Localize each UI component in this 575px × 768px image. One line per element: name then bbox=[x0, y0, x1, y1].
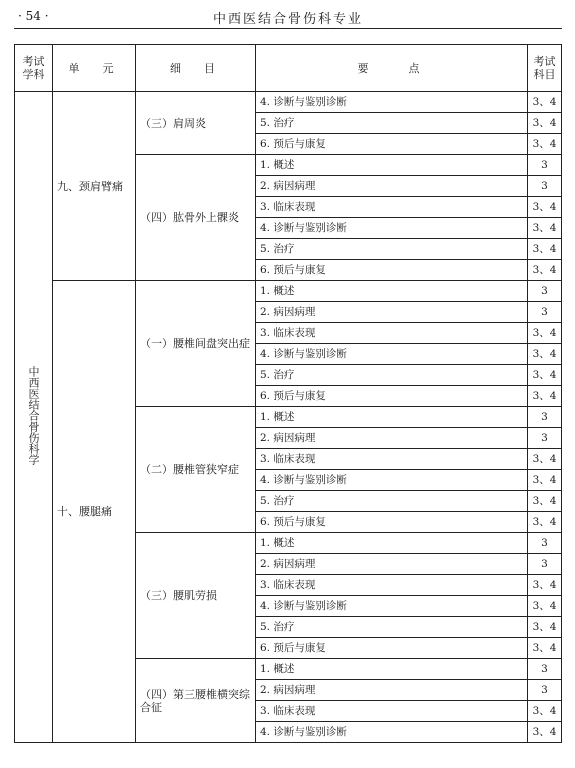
point-cell: 2. 病因病理 bbox=[256, 302, 528, 323]
exam-cell: 3、4 bbox=[528, 617, 562, 638]
point-cell: 4. 诊断与鉴别诊断 bbox=[256, 596, 528, 617]
detail-cell: （二）腰椎管狭窄症 bbox=[136, 407, 256, 533]
exam-cell: 3、4 bbox=[528, 134, 562, 155]
exam-cell: 3、4 bbox=[528, 344, 562, 365]
detail-cell: （四）肱骨外上髁炎 bbox=[136, 155, 256, 281]
exam-cell: 3、4 bbox=[528, 701, 562, 722]
header-exam: 考试科目 bbox=[528, 45, 562, 92]
point-cell: 5. 治疗 bbox=[256, 617, 528, 638]
exam-cell: 3、4 bbox=[528, 575, 562, 596]
exam-cell: 3、4 bbox=[528, 197, 562, 218]
exam-cell: 3、4 bbox=[528, 596, 562, 617]
header-unit: 单 元 bbox=[53, 45, 136, 92]
point-cell: 4. 诊断与鉴别诊断 bbox=[256, 722, 528, 743]
point-cell: 1. 概述 bbox=[256, 533, 528, 554]
table-row bbox=[15, 92, 562, 113]
point-cell: 6. 预后与康复 bbox=[256, 638, 528, 659]
detail-cell: （三）腰肌劳损 bbox=[136, 533, 256, 659]
page-number: · 54 · bbox=[18, 9, 49, 23]
exam-cell: 3 bbox=[528, 428, 562, 449]
point-cell: 6. 预后与康复 bbox=[256, 260, 528, 281]
exam-cell: 3、4 bbox=[528, 260, 562, 281]
exam-cell: 3 bbox=[528, 281, 562, 302]
point-cell: 5. 治疗 bbox=[256, 491, 528, 512]
point-cell: 6. 预后与康复 bbox=[256, 386, 528, 407]
point-cell: 2. 病因病理 bbox=[256, 176, 528, 197]
table-header-row bbox=[15, 45, 562, 92]
exam-cell: 3、4 bbox=[528, 218, 562, 239]
unit-cell: 十、腰腿痛 bbox=[53, 281, 136, 743]
point-cell: 1. 概述 bbox=[256, 659, 528, 680]
point-cell: 3. 临床表现 bbox=[256, 575, 528, 596]
exam-cell: 3、4 bbox=[528, 491, 562, 512]
running-title: 中西医结合骨伤科专业 bbox=[212, 12, 363, 27]
exam-cell: 3、4 bbox=[528, 638, 562, 659]
exam-cell: 3 bbox=[528, 533, 562, 554]
point-cell: 1. 概述 bbox=[256, 407, 528, 428]
exam-cell: 3 bbox=[528, 155, 562, 176]
exam-cell: 3、4 bbox=[528, 449, 562, 470]
point-cell: 1. 概述 bbox=[256, 155, 528, 176]
unit-cell: 九、颈肩臂痛 bbox=[53, 92, 136, 281]
subject-label: 中西医结合骨伤科学 bbox=[27, 366, 40, 465]
exam-cell: 3、4 bbox=[528, 386, 562, 407]
header-points: 要 点 bbox=[256, 45, 528, 92]
point-cell: 2. 病因病理 bbox=[256, 428, 528, 449]
exam-cell: 3、4 bbox=[528, 113, 562, 134]
exam-cell: 3、4 bbox=[528, 470, 562, 491]
exam-cell: 3 bbox=[528, 407, 562, 428]
exam-cell: 3、4 bbox=[528, 722, 562, 743]
exam-cell: 3 bbox=[528, 176, 562, 197]
header-detail: 细 目 bbox=[136, 45, 256, 92]
point-cell: 3. 临床表现 bbox=[256, 701, 528, 722]
point-cell: 1. 概述 bbox=[256, 281, 528, 302]
table-body bbox=[15, 92, 562, 743]
point-cell: 6. 预后与康复 bbox=[256, 512, 528, 533]
point-cell: 5. 治疗 bbox=[256, 365, 528, 386]
point-cell: 5. 治疗 bbox=[256, 239, 528, 260]
page-header bbox=[14, 6, 562, 29]
point-cell: 6. 预后与康复 bbox=[256, 134, 528, 155]
point-cell: 4. 诊断与鉴别诊断 bbox=[256, 344, 528, 365]
exam-cell: 3、4 bbox=[528, 239, 562, 260]
exam-cell: 3、4 bbox=[528, 92, 562, 113]
point-cell: 5. 治疗 bbox=[256, 113, 528, 134]
detail-cell: （三）肩周炎 bbox=[136, 92, 256, 155]
exam-cell: 3 bbox=[528, 659, 562, 680]
exam-cell: 3 bbox=[528, 554, 562, 575]
point-cell: 3. 临床表现 bbox=[256, 323, 528, 344]
exam-cell: 3、4 bbox=[528, 365, 562, 386]
point-cell: 4. 诊断与鉴别诊断 bbox=[256, 470, 528, 491]
detail-cell: （四）第三腰椎横突综合征 bbox=[136, 659, 256, 743]
point-cell: 4. 诊断与鉴别诊断 bbox=[256, 218, 528, 239]
point-cell: 3. 临床表现 bbox=[256, 197, 528, 218]
subject-cell bbox=[15, 92, 53, 743]
header-subject: 考试学科 bbox=[15, 45, 53, 92]
point-cell: 2. 病因病理 bbox=[256, 554, 528, 575]
syllabus-table bbox=[14, 44, 562, 743]
exam-cell: 3 bbox=[528, 680, 562, 701]
exam-cell: 3、4 bbox=[528, 512, 562, 533]
point-cell: 4. 诊断与鉴别诊断 bbox=[256, 92, 528, 113]
point-cell: 3. 临床表现 bbox=[256, 449, 528, 470]
point-cell: 2. 病因病理 bbox=[256, 680, 528, 701]
exam-cell: 3、4 bbox=[528, 323, 562, 344]
table-row bbox=[15, 281, 562, 302]
detail-cell: （一）腰椎间盘突出症 bbox=[136, 281, 256, 407]
exam-cell: 3 bbox=[528, 302, 562, 323]
